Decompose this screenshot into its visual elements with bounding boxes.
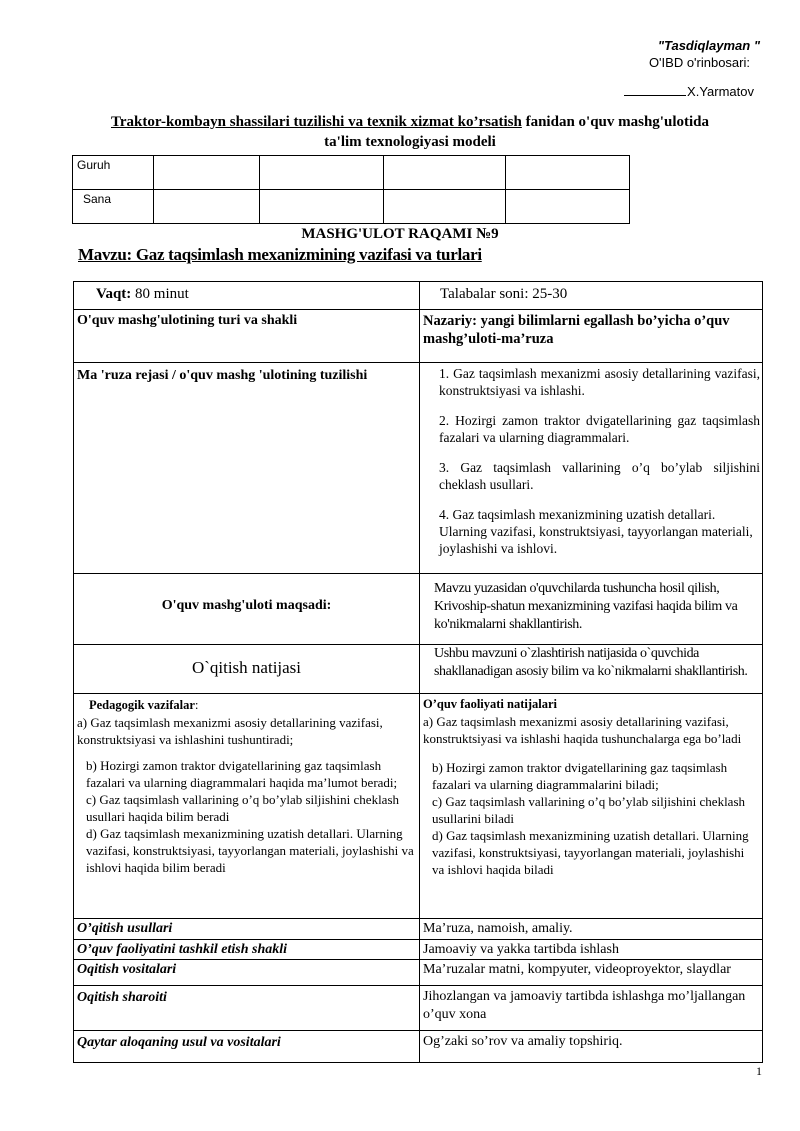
pedagogical-tasks-title: Pedagogik vazifalar xyxy=(89,698,195,712)
plan-item: 4. Gaz taqsimlash mexanizmining uzatish detallari. Ularning vazifasi, konstruktsiyasi, tayyorlangan materiali, joylashishi va ishlovi. xyxy=(439,507,753,556)
outcome-item: c) Gaz taqsimlash vallarining o’q bo’ylab siljishini cheklash usullarini biladi xyxy=(432,794,746,826)
feedback-label: Qaytar aloqaning usul va vositalari xyxy=(73,1030,420,1063)
feedback-value: Og’zaki so’rov va amaliy topshiriq. xyxy=(419,1030,763,1063)
outcome-item: b) Hozirgi zamon traktor dvigatellarining gaz taqsimlash fazalari va ularning diagrammalarini biladi; xyxy=(432,760,728,792)
approver-name: X.Yarmatov xyxy=(687,84,754,99)
group-cell xyxy=(506,156,630,190)
title-colon: : xyxy=(194,697,199,712)
time-value: 80 minut xyxy=(131,286,189,302)
group-cell xyxy=(260,156,384,190)
date-cell xyxy=(506,190,630,224)
plan-label: Ma 'ruza rejasi / o'quv mashg 'ulotining tuzilishi xyxy=(73,362,420,574)
subject-name: Traktor-kombayn shassilari tuzilishi va texnik xizmat ko’rsatish xyxy=(110,114,522,130)
goal-value: Mavzu yuzasidan o'quvchilarda tushuncha hosil qilish, Krivoship-shatun mexanizmining vazifasi haqida bilim va ko'nikmalarni shakllantirish. xyxy=(419,573,763,645)
group-row xyxy=(73,156,630,190)
organization-form-value: Jamoaviy va yakka tartibda ishlash xyxy=(419,939,763,960)
plan-item: 2. Hozirgi zamon traktor dvigatellarining gaz taqsimlash fazalari va ularning diagrammalari. xyxy=(439,413,760,445)
group-label: Guruh xyxy=(73,156,154,190)
date-cell xyxy=(260,190,384,224)
outcome-item: a) Gaz taqsimlash mexanizmi asosiy detallarining vazifasi, konstruktsiyasi va ishlashi haqida tushunchalarga ega bo’ladi xyxy=(423,714,742,746)
methods-label: O’qitish usullari xyxy=(73,918,420,940)
conditions-value: Jihozlangan va jamoaviy tartibda ishlashga mo’ljallangan o’quv xona xyxy=(419,985,763,1031)
title-line-2: ta'lim texnologiyasi modeli xyxy=(324,134,496,150)
tools-label: Oqitish vositalari xyxy=(73,959,420,986)
learning-outcomes-title: O’quv faoliyati natijalari xyxy=(423,697,558,711)
title-rest: fanidan o'quv mashg'ulotida xyxy=(521,114,709,130)
plan-list xyxy=(419,362,763,574)
type-value: Nazariy: yangi bilimlarni egallash bo’yicha o’quv mashg’uloti-ma’ruza xyxy=(419,309,763,363)
document-title xyxy=(60,112,760,152)
group-cell xyxy=(154,156,260,190)
signature-line xyxy=(624,83,686,96)
approval-role: O'IBD o'rinbosari: xyxy=(648,55,750,70)
task-item: a) Gaz taqsimlash mexanizmi asosiy detallarining vazifasi, konstruktsiyasi va ishlashini tushuntiradi; xyxy=(77,715,383,747)
time-cell xyxy=(73,281,420,310)
date-cell xyxy=(154,190,260,224)
students-cell: Talabalar soni: 25-30 xyxy=(419,281,763,310)
date-row xyxy=(73,190,630,224)
type-label: O'quv mashg'ulotining turi va shakli xyxy=(73,309,420,363)
outcome-item: d) Gaz taqsimlash mexanizmining uzatish detallari. Ularning vazifasi, konstruktsiyasi, tayyorlangan materiali, joylashishi va ishlovi haqida biladi xyxy=(432,828,749,877)
time-label: Vaqt: xyxy=(96,286,132,302)
plan-item: 1. Gaz taqsimlash mexanizmi asosiy detallarining vazifasi, konstruktsiyasi va ishlashi. xyxy=(439,366,760,398)
lesson-topic: Mavzu: Gaz taqsimlash mexanizmining vazifasi va turlari xyxy=(78,245,482,264)
task-item: b) Hozirgi zamon traktor dvigatellarining gaz taqsimlash fazalari va ularning diagrammalari haqida ma’lumot beradi; xyxy=(86,758,398,790)
methods-value: Ma’ruza, namoish, amaliy. xyxy=(419,918,763,940)
group-cell xyxy=(384,156,506,190)
lesson-number: MASHG'ULOT RAQAMI №9 xyxy=(301,226,499,242)
task-item: d) Gaz taqsimlash mexanizmining uzatish detallari. Ularning vazifasi, konstruktsiyasi, tayyorlangan materiali, joylashishi va ishlovi haqida bilim beradi xyxy=(86,826,414,875)
outcome-label: O`qitish natijasi xyxy=(73,644,420,694)
approval-title: "Tasdiqlayman " xyxy=(657,38,760,53)
plan-item: 3. Gaz taqsimlash vallarining o’q bo’ylab siljishini cheklash usullari. xyxy=(439,460,760,492)
conditions-label: Oqitish sharoiti xyxy=(73,985,420,1031)
task-item: c) Gaz taqsimlash vallarining o’q bo’ylab siljishini cheklash usullari haqida bilim beradi xyxy=(86,792,400,824)
tools-value: Ma’ruzalar matni, kompyuter, videoproyektor, slaydlar xyxy=(419,959,763,986)
date-cell xyxy=(384,190,506,224)
group-date-table xyxy=(72,155,630,224)
outcome-value: Ushbu mavzuni o`zlashtirish natijasida o`quvchida shakllanadigan asosiy bilim va ko`nikmalarni shakllantirish. xyxy=(419,644,763,694)
date-label: Sana xyxy=(73,190,154,224)
approval-signature xyxy=(624,83,754,99)
goal-label: O'quv mashg'uloti maqsadi: xyxy=(73,573,420,645)
learning-outcomes xyxy=(419,693,763,919)
organization-form-label: O’quv faoliyatini tashkil etish shakli xyxy=(73,939,420,960)
pedagogical-tasks xyxy=(73,693,420,919)
page-number: 1 xyxy=(756,1064,762,1078)
